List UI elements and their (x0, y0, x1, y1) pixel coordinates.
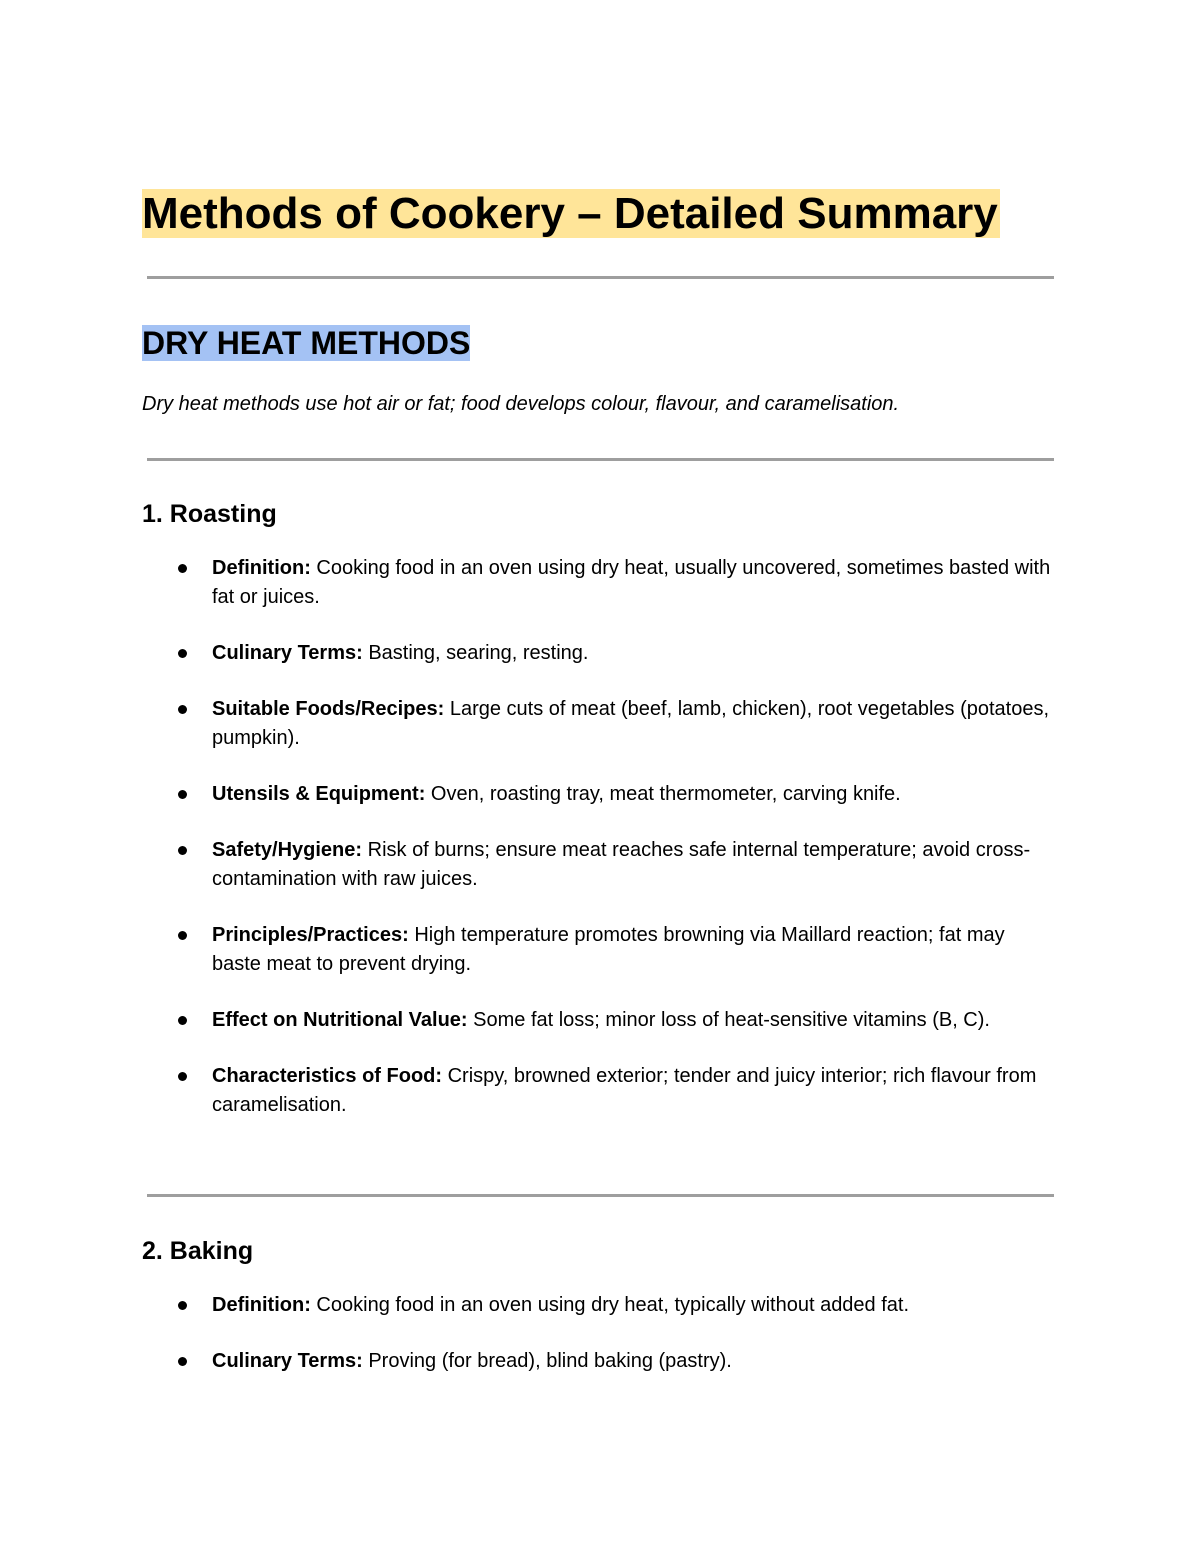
item-label: Suitable Foods/Recipes: (212, 698, 445, 720)
list-item (142, 1347, 1056, 1376)
item-label: Effect on Nutritional Value: (212, 1009, 468, 1031)
section-heading-text: DRY HEAT METHODS (142, 325, 471, 361)
section-intro: Dry heat methods use hot air or fat; food develops colour, flavour, and caramelisation. (142, 393, 900, 415)
item-text: Oven, roasting tray, meat thermometer, carving knife. (425, 783, 901, 805)
item-label: Culinary Terms: (212, 642, 363, 664)
item-label: Culinary Terms: (212, 1350, 363, 1372)
item-label: Safety/Hygiene: (212, 839, 363, 861)
bullet-icon (178, 564, 187, 573)
bullet-icon (178, 649, 187, 658)
item-label: Utensils & Equipment: (212, 783, 426, 805)
document-title (142, 186, 1000, 242)
item-text: Risk of burns; ensure meat reaches safe internal temperature; avoid cross-contamination with raw juices. (212, 839, 1031, 890)
list-item (142, 639, 1056, 668)
item-text: Some fat loss; minor loss of heat-sensitive vitamins (B, C). (467, 1009, 990, 1031)
bullet-icon (178, 790, 187, 799)
roasting-details-list (142, 554, 1056, 1147)
item-text: Basting, searing, resting. (362, 642, 589, 664)
bullet-icon (178, 1357, 187, 1366)
list-item (142, 1062, 1056, 1120)
method-heading-baking: 2. Baking (142, 1237, 254, 1265)
section-heading (142, 323, 470, 363)
bullet-icon (178, 1016, 187, 1025)
bullet-icon (178, 1301, 187, 1310)
list-item (142, 695, 1056, 753)
list-item (142, 554, 1056, 612)
item-label: Principles/Practices: (212, 924, 409, 946)
baking-details-list (142, 1291, 1056, 1403)
bullet-icon (178, 705, 187, 714)
document-title-text: Methods of Cookery – Detailed Summary (142, 189, 998, 238)
item-text: Crispy, browned exterior; tender and juicy interior; rich flavour from caramelisation. (212, 1065, 1037, 1116)
item-text: Cooking food in an oven using dry heat, typically without added fat. (310, 1294, 910, 1316)
bullet-icon (178, 931, 187, 940)
list-item (142, 1291, 1056, 1320)
horizontal-rule (147, 458, 1054, 461)
item-label: Definition: (212, 1294, 311, 1316)
item-text: High temperature promotes browning via Maillard reaction; fat may baste meat to prevent drying. (212, 924, 1005, 975)
list-item (142, 836, 1056, 894)
horizontal-rule (147, 276, 1054, 279)
list-item (142, 1006, 1056, 1035)
bullet-icon (178, 846, 187, 855)
item-text: Proving (for bread), blind baking (pastry). (362, 1350, 732, 1372)
bullet-icon (178, 1072, 187, 1081)
item-label: Characteristics of Food: (212, 1065, 443, 1087)
item-text: Large cuts of meat (beef, lamb, chicken), root vegetables (potatoes, pumpkin). (212, 698, 1050, 749)
list-item (142, 921, 1056, 979)
item-label: Definition: (212, 557, 311, 579)
list-item (142, 780, 1056, 809)
horizontal-rule (147, 1194, 1054, 1197)
item-text: Cooking food in an oven using dry heat, usually uncovered, sometimes basted with fat or juices. (212, 557, 1051, 608)
method-heading-roasting: 1. Roasting (142, 500, 277, 528)
